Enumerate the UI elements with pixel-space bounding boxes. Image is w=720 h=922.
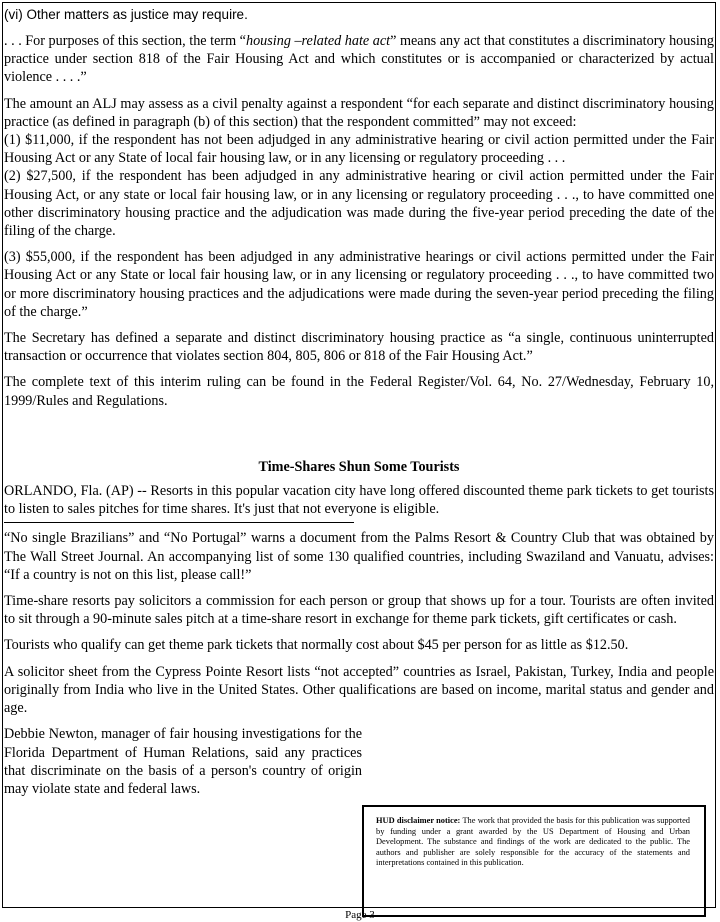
hud-disclaimer-body: The work that provided the basis for this publication was supported by funding under a grant awarded by the US Department of Housing and Urban Development. The substance and findings of the work are dedicated to the public. The authors and publisher are solely responsible for the accuracy of the statements and interpretations contained in this publication. — [376, 816, 690, 868]
hud-disclaimer-box — [362, 805, 706, 917]
penalty-item-1: (1) $11,000, if the respondent has not been adjudged in any administrative hearing or civil action permitted under the Fair Housing Act or any State of local fair housing law, or in any licensing or regulatory proceeding . . . — [4, 132, 714, 167]
penalty-item-2: (2) $27,500, if the respondent has been adjudged in any administrative hearing or civil action permitted under the Fair Housing Act, or any state or local fair housing law, or in any licensing or regulatory proceeding . . ., to have committed one other discriminatory housing practice and the adjudication was made during the five-year period preceding the date of the filing of the charge. — [4, 168, 714, 240]
defined-term: housing –related hate act — [245, 33, 391, 49]
article-paragraph-2: Time-share resorts pay solicitors a commission for each person or group that shows up for a tour. Tourists are often invited to sit through a 90-minute sales pitch at a time-share resort in exchange for theme park tickets, gift certificates or cash. — [4, 593, 714, 628]
item-vi: (vi) Other matters as justice may require. — [4, 7, 248, 22]
divider-rule — [4, 522, 354, 523]
definition-text-pre: . . . For purposes of this section, the term “ — [4, 33, 246, 49]
hud-disclaimer-text — [376, 816, 690, 869]
federal-register-note: The complete text of this interim ruling can be found in the Federal Register/Vol. 64, No. 27/Wednesday, February 10, 1999/Rules and Regulations. — [4, 374, 714, 409]
penalty-item-3: (3) $55,000, if the respondent has been adjudged in any administrative hearings or civil actions permitted under the Fair Housing Act or any State or local fair housing law, or in any licensing or regulatory proceeding . . ., to have committed two or more discriminatory housing practices and the adjudications were made during the seven-year period preceding the filing of the charge.” — [4, 249, 714, 320]
article-paragraph-5: Debbie Newton, manager of fair housing investigations for the Florida Department of Human Relations, said any practices that discriminate on the basis of a person's country of origin may violate state and federal laws. — [4, 726, 362, 797]
definition-paragraph — [4, 32, 714, 87]
page-content — [4, 4, 714, 798]
hud-disclaimer-label: HUD disclaimer notice: — [376, 816, 461, 825]
page-number: Page 3 — [345, 909, 375, 921]
article-paragraph-1: “No single Brazilians” and “No Portugal” warns a document from the Palms Resort & Country Club that was obtained by The Wall Street Journal. An accompanying list of some 130 qualified countries, including Swaziland and Vanuatu, advises: “If a country is not on this list, please call!” — [4, 530, 714, 583]
article-paragraph-4: A solicitor sheet from the Cypress Pointe Resort lists “not accepted” countries as Israel, Pakistan, Turkey, India and people originally from India who live in the United States. Other qualifications are based on income, marital status and gender and age. — [4, 663, 714, 717]
article-paragraph-3: Tourists who qualify can get theme park tickets that normally cost about $45 per person for as little as $12.50. — [4, 637, 629, 654]
article-last-block — [4, 725, 714, 798]
definition-text-post: ” means any act that constitutes a discriminatory housing practice under section 818 of the Fair Housing Act and which constitutes or is accompanied or characterized by actual violence . . . .” — [4, 33, 714, 86]
article-lead: ORLANDO, Fla. (AP) -- Resorts in this popular vacation city have long offered discounted theme park tickets to get tourists to listen to sales pitches for time shares. It's just that not everyone is eligible. — [4, 483, 714, 518]
secretary-definition: The Secretary has defined a separate and distinct discriminatory housing practice as “a single, continuous uninterrupted transaction or occurrence that violates section 804, 805, 806 or 818 of the Fair Housing Act.” — [4, 330, 714, 365]
penalty-intro: The amount an ALJ may assess as a civil penalty against a respondent “for each separate and distinct discriminatory housing practice (as defined in paragraph (b) of this section) that the respondent committed” may not exceed: — [4, 95, 714, 130]
article-title: Time-Shares Shun Some Tourists — [258, 458, 460, 475]
